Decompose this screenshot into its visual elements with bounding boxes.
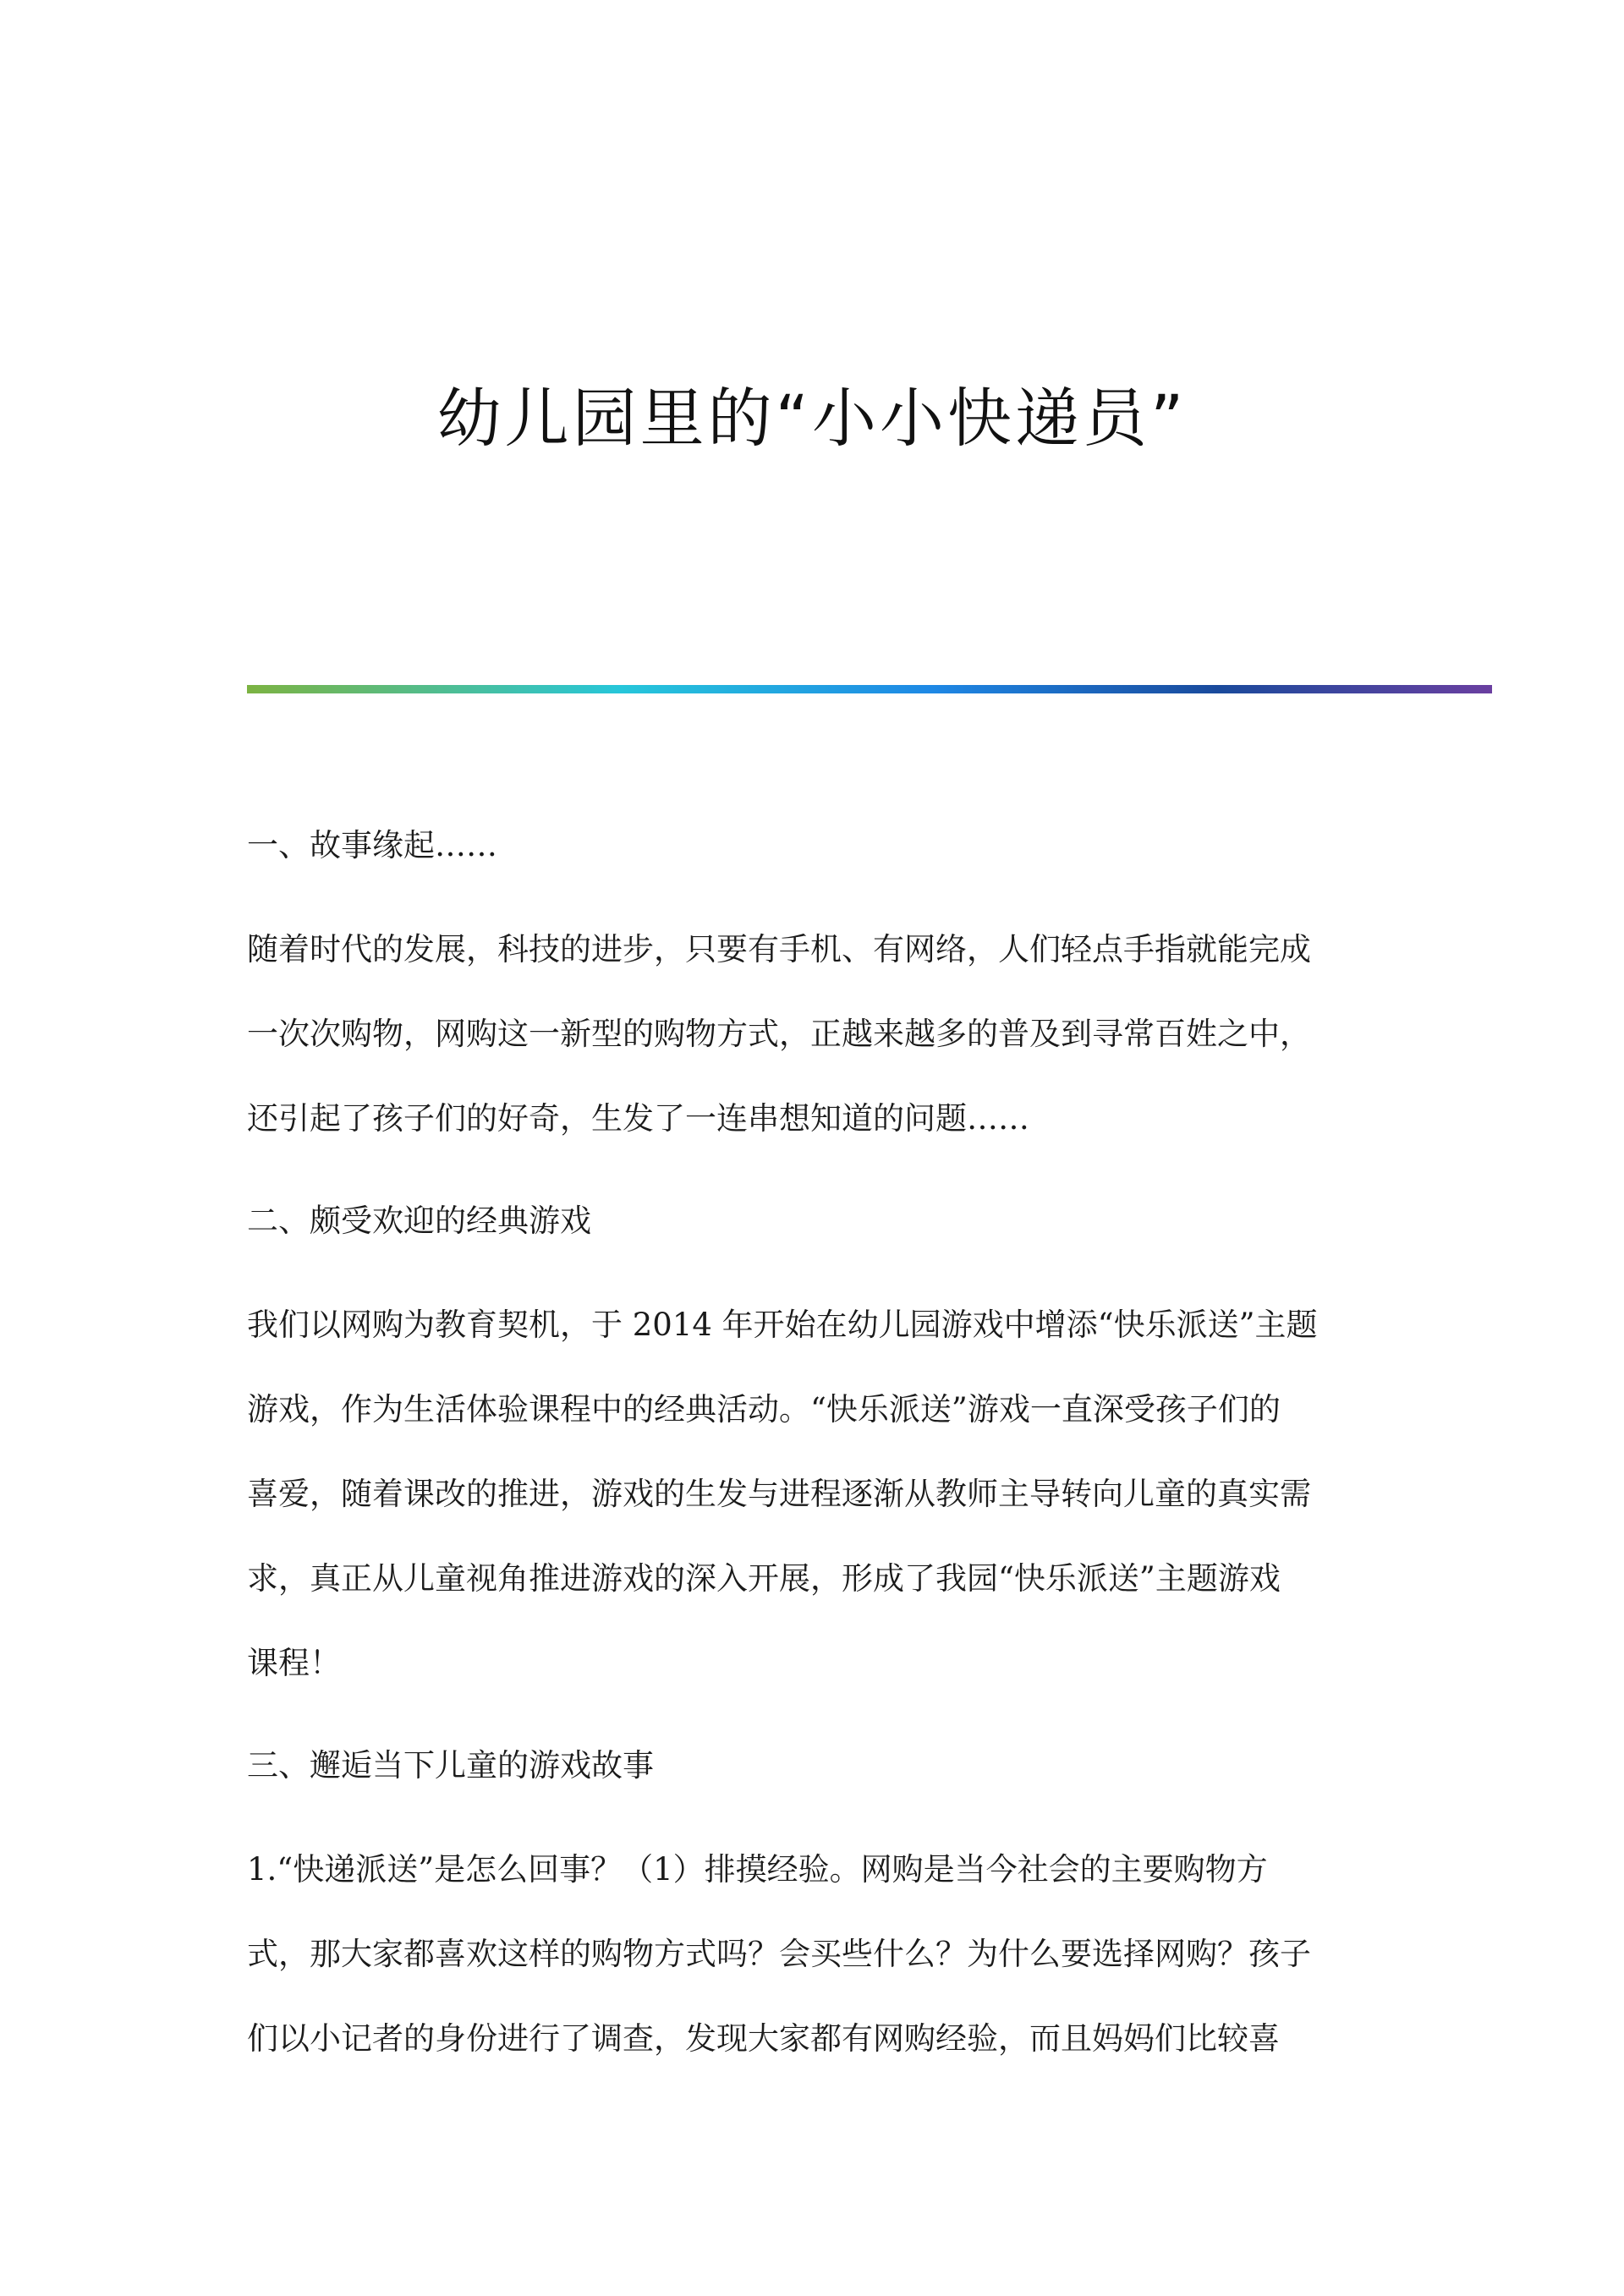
paragraph-line: 求，真正从儿童视角推进游戏的深入开展，形成了我园“快乐派送”主题游戏 bbox=[247, 1560, 1281, 1597]
paragraph-line: 游戏，作为生活体验课程中的经典活动。“快乐派送”游戏一直深受孩子们的 bbox=[247, 1391, 1281, 1427]
paragraph-line: 一次次购物，网购这一新型的购物方式，正越来越多的普及到寻常百姓之中， bbox=[247, 1016, 1311, 1052]
document-body bbox=[247, 820, 1431, 2081]
paragraph-line: 还引起了孩子们的好奇，生发了一连串想知道的问题…… bbox=[247, 1100, 1029, 1137]
paragraph-line: 我们以网购为教育契机，于 2014 年开始在幼儿园游戏中增添“快乐派送”主题 bbox=[247, 1307, 1318, 1343]
page-title: 幼儿园里的“小小快递员” bbox=[436, 381, 1188, 456]
paragraph-line: 们以小记者的身份进行了调查，发现大家都有网购经验，而且妈妈们比较喜 bbox=[247, 2020, 1280, 2057]
title-divider bbox=[247, 685, 1492, 693]
section-heading-game-stories: 三、邂逅当下儿童的游戏故事 bbox=[247, 1747, 654, 1784]
paragraph-story-origin bbox=[247, 907, 1431, 1161]
section-heading-classic-game: 二、颇受欢迎的经典游戏 bbox=[247, 1203, 591, 1239]
paragraph-classic-game bbox=[247, 1283, 1431, 1706]
paragraph-line: 喜爱，随着课改的推进，游戏的生发与进程逐渐从教师主导转向儿童的真实需 bbox=[247, 1476, 1311, 1512]
paragraph-line: 课程！ bbox=[247, 1645, 341, 1681]
paragraph-game-stories bbox=[247, 1827, 1431, 2081]
paragraph-line: 随着时代的发展，科技的进步，只要有手机、有网络，人们轻点手指就能完成 bbox=[247, 931, 1311, 967]
paragraph-line: 式，那大家都喜欢这样的购物方式吗？会买些什么？为什么要选择网购？孩子 bbox=[247, 1936, 1311, 1972]
section-heading-story-origin: 一、故事缘起…… bbox=[247, 827, 497, 863]
paragraph-line: 1.“快递派送”是怎么回事？（1）排摸经验。网购是当今社会的主要购物方 bbox=[247, 1851, 1268, 1888]
